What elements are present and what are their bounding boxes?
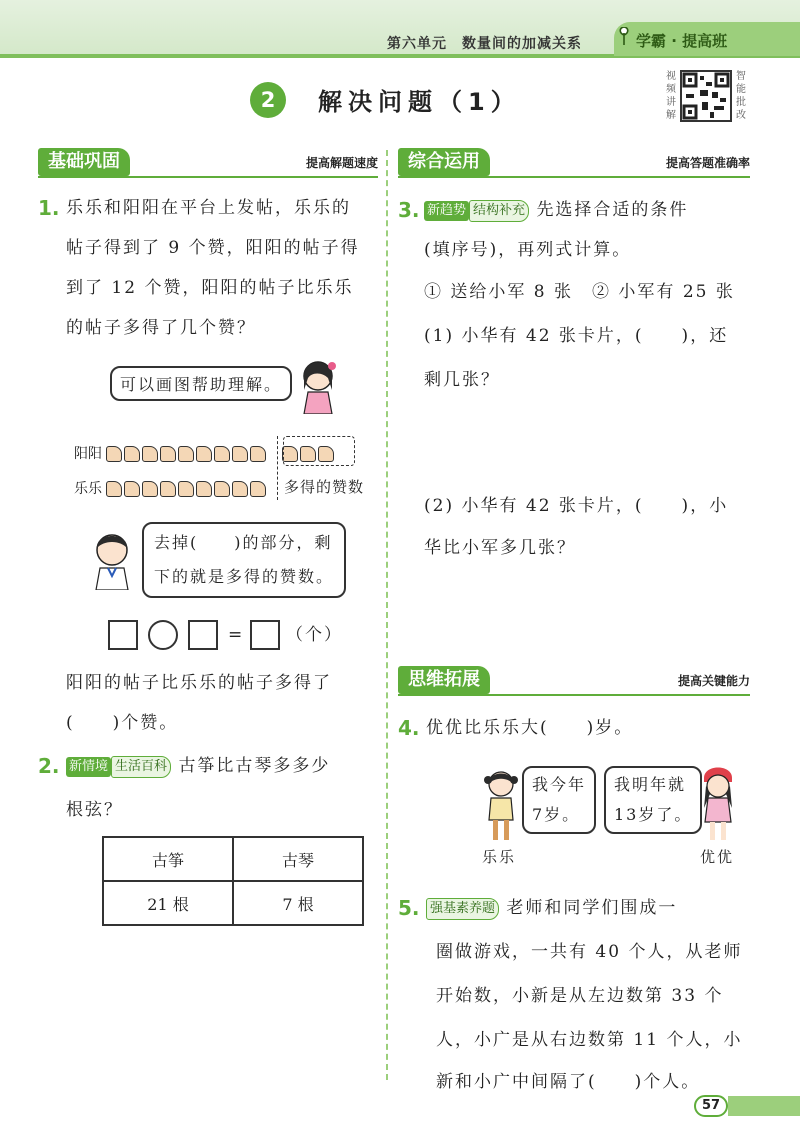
q1-extra-dashbox [283,436,355,466]
q2-text-1: 古筝比古琴多多少 [178,756,331,776]
thumbs-up-icon [124,481,140,497]
thumbs-up-icon [250,481,266,497]
thumbs-up-icon [178,446,194,462]
thumbs-up-icon [178,481,194,497]
brand-label: 学霸 · 提高班 [636,32,728,50]
q1-line-2: 帖子得到了 9 个赞，阳阳的帖子得 [66,238,360,258]
thumbs-up-icon [196,481,212,497]
q5-line3: 开始数，小新是从左边数第 33 个 [436,986,724,1006]
section-apply [398,148,750,178]
thumbs-up-icon [232,446,248,462]
section-apply-sub: 提高答题准确率 [665,156,750,170]
thumbs-up-icon [160,481,176,497]
q5-line5[interactable]: 新和小广中间隔了( )个人。 [436,1072,701,1092]
lesson-number: 2 [250,82,286,118]
section-basic-rule [38,176,378,178]
q2-line1 [66,746,330,786]
q3-line2: (填序号)，再列式计算。 [424,240,632,260]
qr-code-icon[interactable] [680,70,732,122]
thumbs-up-icon [160,446,176,462]
q5-line4: 人，小广是从右边数第 11 个人，小 [436,1030,743,1050]
q2-line2: 根弦？ [66,800,123,820]
q2-table [102,836,364,926]
table-header-guqin: 古琴 [233,837,363,881]
q1-unit: （个） [286,625,343,645]
q1-answer-line2[interactable]: ( )个赞。 [66,713,179,733]
q1-split-line [277,436,278,500]
thumbs-up-icon [232,481,248,497]
q1-bubble-2 [142,522,346,598]
column-divider [386,150,388,1080]
q3-part1-line1[interactable]: (1) 小华有 42 张卡片，( )，还 [424,326,729,346]
q5-line2: 圈做游戏，一共有 40 个人，从老师 [436,942,743,962]
q1-bubble2-line2: 下的就是多得的赞数。 [154,567,335,586]
thumbs-up-icon [106,446,122,462]
thumbs-up-icon [214,481,230,497]
q5-text-1: 老师和同学们围成一 [506,898,678,918]
answer-box-result[interactable] [250,620,280,650]
q5-tag: 强基素养题 [426,898,499,920]
section-basic [38,148,378,178]
q1-answer-line1: 阳阳的帖子比乐乐的帖子多得了 [66,673,332,693]
qr-caption-left: 视频讲解 [666,71,676,121]
q1-line-4: 的帖子多得了几个赞？ [66,318,256,338]
section-expand-rule [398,694,750,696]
table-cell-guzheng: 21 根 [103,881,233,925]
thumbs-up-icon [106,481,122,497]
q2-number: 2. [38,754,60,778]
leaf-icon [618,27,630,45]
unit-title: 第六单元 数量间的加减关系 [387,36,582,52]
q1-number: 1. [38,196,60,220]
section-expand [398,666,750,696]
q3-line1 [424,190,688,230]
q1-row2-thumbs [106,481,268,497]
answer-operator-circle[interactable] [148,620,178,650]
q4-bubble-right-line2: 13岁了。 [614,805,693,824]
section-basic-sub: 提高解题速度 [305,156,378,170]
q4-bubble-right [604,766,702,834]
q4-bubble-left [522,766,596,834]
thumbs-up-icon [196,446,212,462]
answer-box-1[interactable] [108,620,138,650]
q4-name-lele: 乐乐 [482,848,517,866]
section-apply-label: 综合运用 [398,148,490,176]
q1-hint-text: 可以画图帮助理解。 [120,375,283,394]
q1-row2-label: 乐乐 [74,481,102,497]
q3-tag-structure: 结构补充 [469,200,529,222]
equals-sign: = [228,625,245,645]
q4-bubble-left-line2: 7岁。 [532,805,581,824]
q1-bubble2-line1: 去掉( )的部分，剩 [154,533,333,552]
answer-box-2[interactable] [188,620,218,650]
page-bar [728,1096,800,1116]
qr-caption-right: 智能批改 [736,71,746,121]
thumbs-up-icon [124,446,140,462]
q3-text-1: 先选择合适的条件 [536,200,689,220]
girl-figure-icon [298,356,338,414]
section-expand-sub: 提高关键能力 [677,674,750,688]
boy-figure-icon [90,528,134,590]
q4-bubble-right-line1: 我明年就 [614,775,687,794]
q1-extra-label: 多得的赞数 [284,478,365,496]
thumbs-up-icon [214,446,230,462]
q3-part2-line1[interactable]: (2) 小华有 42 张卡片，( )，小 [424,496,729,516]
youyou-figure-icon [700,764,736,842]
q1-hint-bubble [110,366,292,401]
q4-name-youyou: 优优 [700,848,735,866]
q5-line1 [426,888,677,928]
q3-part1-line2: 剩几张？ [424,370,500,390]
section-basic-label: 基础巩固 [38,148,130,176]
q4-text[interactable]: 优优比乐乐大( )岁。 [426,718,634,738]
q1-line-1: 乐乐和阳阳在平台上发帖，乐乐的 [66,198,351,218]
q5-number: 5. [398,896,420,920]
q1-row-lele [74,478,268,498]
q1-row1-label: 阳阳 [74,446,102,462]
lesson-title: 解决问题（1） [318,88,521,116]
q2-tag-life: 生活百科 [111,756,171,778]
q4-number: 4. [398,716,420,740]
q3-tag-trend: 新趋势 [424,201,469,221]
section-apply-rule [398,176,750,178]
q3-number: 3. [398,198,420,222]
q3-options: ① 送给小军 8 张 ② 小军有 25 张 [424,282,735,302]
table-row [103,837,363,881]
table-row [103,881,363,925]
section-expand-label: 思维拓展 [398,666,490,694]
q2-tag-new-situation: 新情境 [66,757,111,777]
table-header-guzheng: 古筝 [103,837,233,881]
q4-bubble-left-line1: 我今年 [532,775,587,794]
thumbs-up-icon [142,446,158,462]
lele-figure-icon [484,768,518,842]
thumbs-up-icon [142,481,158,497]
thumbs-up-icon [250,446,266,462]
q3-part2-line2: 华比小军多几张？ [424,538,576,558]
page-number: 57 [694,1095,728,1117]
table-cell-guqin: 7 根 [233,881,363,925]
q1-line-3: 到了 12 个赞，阳阳的帖子比乐乐 [66,278,354,298]
